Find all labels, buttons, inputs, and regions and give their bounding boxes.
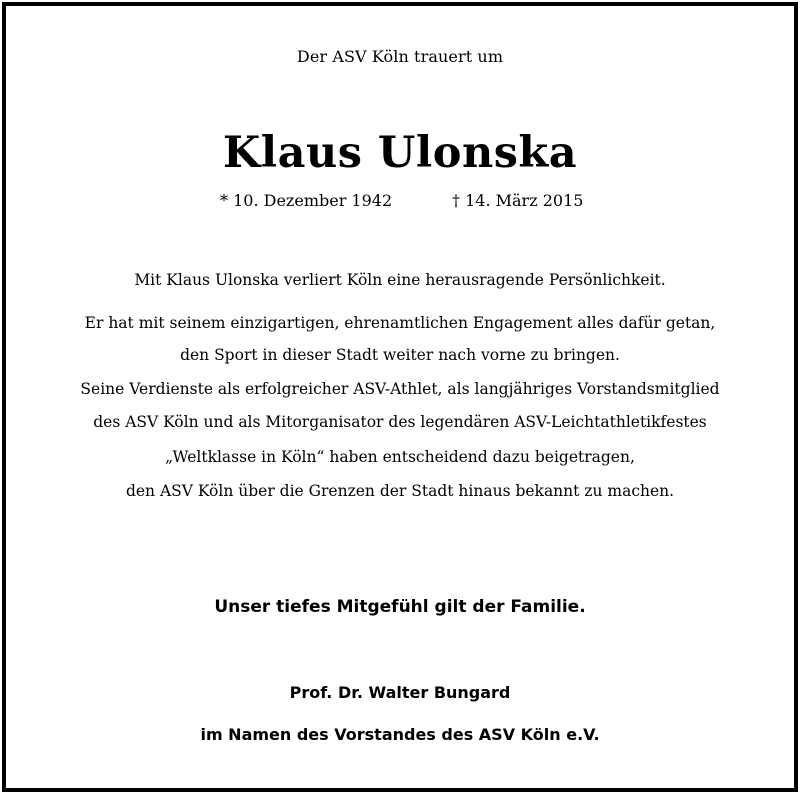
tribute-line: Er hat mit seinem einzigartigen, ehrenamtlichen Engagement alles dafür getan, <box>84 314 716 332</box>
birth-date: * 10. Dezember 1942 <box>220 191 393 210</box>
tribute-line: des ASV Köln und als Mitorganisator des legendären ASV-Leichtathletikfestes <box>93 413 707 431</box>
sympathy-line: Unser tiefes Mitgefühl gilt der Familie. <box>214 597 586 617</box>
tribute-line: „Weltklasse in Köln“ haben entscheidend dazu beigetragen, <box>165 448 635 466</box>
signer-name: Prof. Dr. Walter Bungard <box>289 683 511 702</box>
death-date: † 14. März 2015 <box>452 191 584 210</box>
tribute-line: Seine Verdienste als erfolgreicher ASV-Athlet, als langjähriges Vorstandsmitglied <box>80 380 720 398</box>
deceased-name: Klaus Ulonska <box>222 128 578 178</box>
tribute-line: den Sport in dieser Stadt weiter nach vorne zu bringen. <box>180 346 620 364</box>
tribute-line: den ASV Köln über die Grenzen der Stadt hinaus bekannt zu machen. <box>125 482 675 500</box>
tribute-line: Mit Klaus Ulonska verliert Köln eine herausragende Persönlichkeit. <box>134 271 666 289</box>
intro-line: Der ASV Köln trauert um <box>296 47 504 66</box>
signer-role: im Namen des Vorstandes des ASV Köln e.V. <box>200 725 600 744</box>
